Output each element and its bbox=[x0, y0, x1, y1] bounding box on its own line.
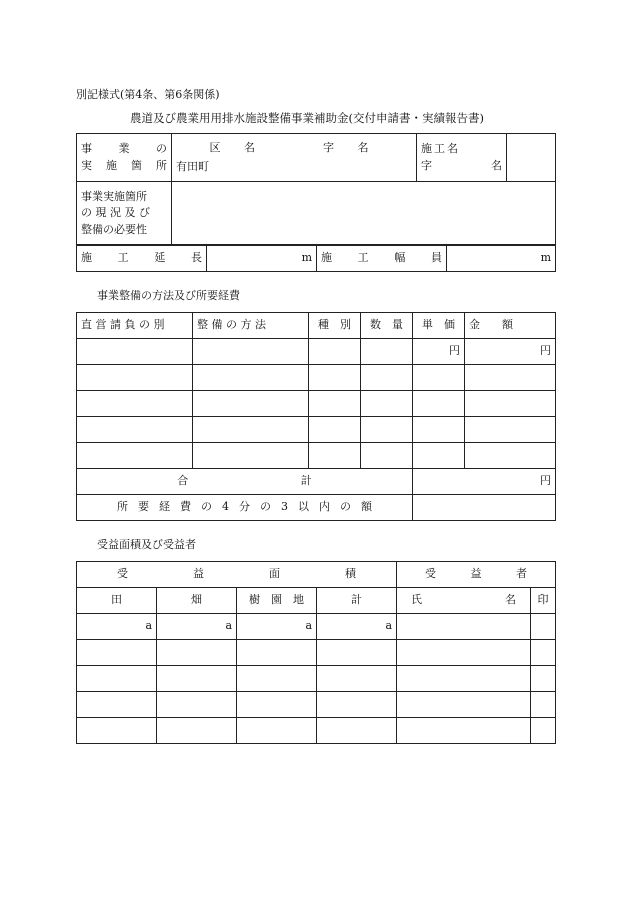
table-row bbox=[77, 718, 556, 744]
cell[interactable] bbox=[531, 692, 556, 718]
location-label: 事 業 の 実 施 箇 所 bbox=[77, 134, 172, 182]
cell[interactable] bbox=[77, 365, 193, 391]
subsidy-value[interactable] bbox=[413, 495, 556, 521]
cell[interactable] bbox=[531, 718, 556, 744]
subsidy-label: 所 要 経 費 の 4 分 の 3 以 内 の 額 bbox=[77, 495, 413, 521]
cell[interactable] bbox=[317, 718, 397, 744]
cell[interactable] bbox=[237, 666, 317, 692]
cell[interactable] bbox=[157, 666, 237, 692]
cell[interactable] bbox=[397, 718, 531, 744]
cell[interactable] bbox=[193, 417, 309, 443]
cell[interactable] bbox=[465, 443, 556, 469]
col-seal: 印 bbox=[531, 588, 556, 614]
cell[interactable] bbox=[77, 666, 157, 692]
table-row bbox=[77, 365, 556, 391]
form-title: 農道及び農業用用排水施設整備事業補助金(交付申請書・実績報告書) bbox=[130, 111, 484, 125]
beneficiary-header: 受 益 者 bbox=[397, 562, 556, 588]
cell[interactable] bbox=[157, 692, 237, 718]
length-unit: m bbox=[301, 250, 312, 264]
amount-cell[interactable]: 円 bbox=[465, 339, 556, 365]
table-row bbox=[77, 692, 556, 718]
cell[interactable] bbox=[531, 640, 556, 666]
cell[interactable] bbox=[413, 417, 465, 443]
beneficiary-table bbox=[76, 561, 556, 744]
table-row bbox=[77, 614, 556, 640]
cell[interactable] bbox=[361, 365, 413, 391]
cell[interactable] bbox=[397, 692, 531, 718]
cell[interactable] bbox=[361, 339, 413, 365]
subsidy-row bbox=[77, 495, 556, 521]
project-info-table bbox=[76, 133, 556, 246]
col-unit-price: 単 価 bbox=[413, 313, 465, 339]
cell[interactable] bbox=[465, 391, 556, 417]
cell[interactable] bbox=[309, 339, 361, 365]
paddy-cell[interactable]: a bbox=[77, 614, 157, 640]
total-row bbox=[77, 469, 556, 495]
cell[interactable] bbox=[317, 666, 397, 692]
col-total: 計 bbox=[317, 588, 397, 614]
orchard-cell[interactable]: a bbox=[237, 614, 317, 640]
field-cell[interactable]: a bbox=[157, 614, 237, 640]
cell[interactable] bbox=[397, 666, 531, 692]
builder-label: 施工名 字 名 bbox=[417, 134, 507, 182]
town-name: 有田町 bbox=[176, 159, 209, 173]
aza-label: 字 名 bbox=[323, 141, 379, 154]
table-row bbox=[77, 391, 556, 417]
length-width-table bbox=[76, 244, 556, 272]
col-field: 畑 bbox=[157, 588, 237, 614]
table-row bbox=[77, 666, 556, 692]
total-value[interactable]: 円 bbox=[413, 469, 556, 495]
cell[interactable] bbox=[193, 339, 309, 365]
cell[interactable] bbox=[157, 640, 237, 666]
unit-price-cell[interactable]: 円 bbox=[413, 339, 465, 365]
area-header: 受 益 面 積 bbox=[77, 562, 397, 588]
col-orchard: 樹 園 地 bbox=[237, 588, 317, 614]
table-row bbox=[77, 640, 556, 666]
cell[interactable] bbox=[77, 391, 193, 417]
status-value[interactable] bbox=[172, 182, 556, 246]
table-row bbox=[77, 443, 556, 469]
width-label: 施 工 幅 員 bbox=[317, 245, 447, 272]
col-quantity: 数 量 bbox=[361, 313, 413, 339]
cell[interactable] bbox=[77, 417, 193, 443]
cell[interactable] bbox=[309, 365, 361, 391]
cell[interactable] bbox=[317, 640, 397, 666]
cost-heading: 事業整備の方法及び所要経費 bbox=[97, 289, 240, 302]
cost-table bbox=[76, 312, 556, 521]
cell[interactable] bbox=[77, 718, 157, 744]
col-name: 氏 名 bbox=[397, 588, 531, 614]
cell[interactable] bbox=[237, 718, 317, 744]
cell[interactable] bbox=[309, 417, 361, 443]
cell[interactable] bbox=[193, 365, 309, 391]
length-label: 施 工 延 長 bbox=[77, 245, 207, 272]
col-method: 整 備 の 方 法 bbox=[193, 313, 309, 339]
cell[interactable] bbox=[193, 443, 309, 469]
cell[interactable] bbox=[413, 443, 465, 469]
cell[interactable] bbox=[309, 443, 361, 469]
seal-cell[interactable] bbox=[531, 614, 556, 640]
table-row bbox=[77, 417, 556, 443]
col-paddy: 田 bbox=[77, 588, 157, 614]
name-cell[interactable] bbox=[397, 614, 531, 640]
cell[interactable] bbox=[317, 692, 397, 718]
cell[interactable] bbox=[361, 443, 413, 469]
form-reference: 別記様式(第4条、第6条関係) bbox=[76, 88, 220, 101]
col-kind: 種 別 bbox=[309, 313, 361, 339]
cell[interactable] bbox=[361, 391, 413, 417]
cell[interactable] bbox=[237, 692, 317, 718]
cell[interactable] bbox=[77, 640, 157, 666]
beneficiary-heading: 受益面積及び受益者 bbox=[97, 538, 196, 551]
cell[interactable] bbox=[193, 391, 309, 417]
cell[interactable] bbox=[465, 365, 556, 391]
total-cell[interactable]: a bbox=[317, 614, 397, 640]
col-amount: 金 額 bbox=[465, 313, 556, 339]
length-value[interactable] bbox=[207, 245, 317, 272]
status-label: 事業実施箇所 の 現 況 及 び 整備の必要性 bbox=[77, 182, 172, 246]
cell[interactable] bbox=[77, 443, 193, 469]
cell[interactable] bbox=[77, 692, 157, 718]
cell[interactable] bbox=[413, 365, 465, 391]
total-label: 合 計 bbox=[77, 469, 413, 495]
cell[interactable] bbox=[237, 640, 317, 666]
width-unit: m bbox=[540, 250, 551, 264]
cell[interactable] bbox=[157, 718, 237, 744]
cell[interactable] bbox=[397, 640, 531, 666]
cell[interactable] bbox=[465, 417, 556, 443]
table-row bbox=[77, 339, 556, 365]
location-value[interactable] bbox=[172, 134, 417, 182]
ku-label: 区 名 bbox=[209, 141, 265, 154]
cell[interactable] bbox=[531, 666, 556, 692]
col-contract-type: 直 営 請 負 の 別 bbox=[77, 313, 193, 339]
builder-value[interactable] bbox=[507, 134, 556, 182]
width-value[interactable] bbox=[447, 245, 556, 272]
cell[interactable] bbox=[413, 391, 465, 417]
cell[interactable] bbox=[361, 417, 413, 443]
cell[interactable] bbox=[77, 339, 193, 365]
cell[interactable] bbox=[309, 391, 361, 417]
